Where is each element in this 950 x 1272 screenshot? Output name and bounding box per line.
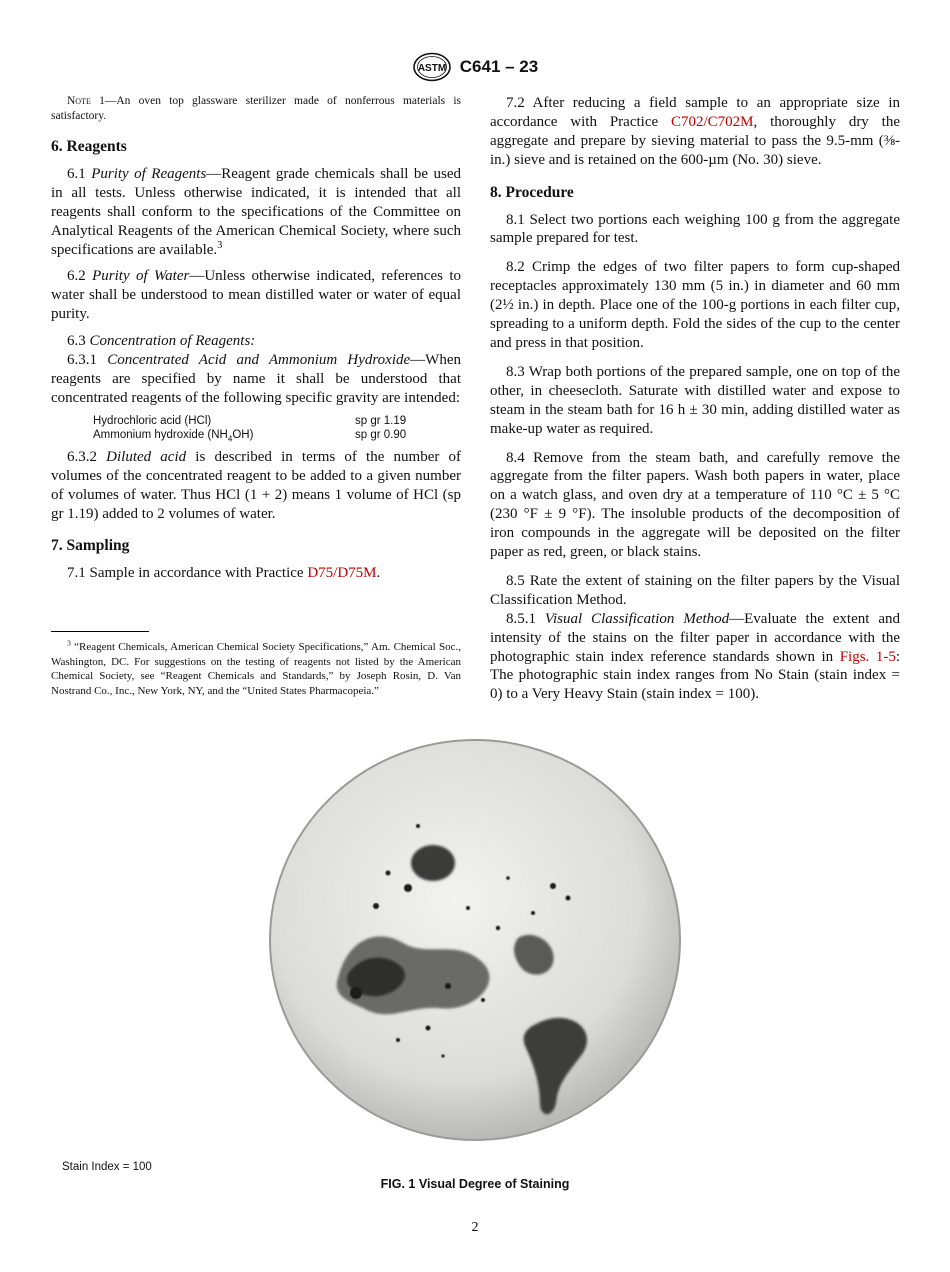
note-1-text: —An oven top glassware sterilizer made of nonferrous materials is satisfactory. bbox=[51, 95, 462, 122]
practice-c702-link[interactable]: C702/C702M bbox=[671, 113, 754, 130]
paragraph-8-5: 8.5 Rate the extent of staining on the filter papers by the Visual Classification Method. bbox=[490, 572, 900, 608]
paragraph-title: Diluted acid bbox=[106, 448, 187, 465]
paragraph-6-2 bbox=[51, 267, 461, 324]
stained-filter-paper-image bbox=[268, 738, 682, 1142]
section-7-heading: 7. Sampling bbox=[51, 537, 130, 555]
paragraph-7-1 bbox=[51, 564, 461, 583]
note-1-label: Note 1 bbox=[67, 95, 105, 107]
paragraph-6-1 bbox=[51, 165, 461, 260]
paragraph-8-1: 8.1 Select two portions each weighing 100 g from the aggregate sample prepared for test. bbox=[490, 211, 900, 247]
paragraph-7-2 bbox=[490, 94, 900, 170]
footnote-number: 3 bbox=[67, 638, 71, 648]
designation: C641 – 23 bbox=[459, 57, 539, 76]
paragraph-6-3-1 bbox=[51, 351, 461, 408]
paragraph-6-3 bbox=[51, 332, 461, 351]
paragraph-text: —When reagents are specified by name it shall be understood that concentrated reagents of the following specific gravity are intended: bbox=[51, 352, 461, 406]
footnote-text: “Reagent Chemicals, American Chemical Society Specifications,” Am. Chemical Soc., Washington, DC. For suggestions on the testing of reagents not listed by the American Chemical Society, see “Reagent Chemicals and Standards,” by Joseph Rosin, D. Van Nostrand Co., Inc., New York, NY, and the “United States Pharmacopeia.” bbox=[51, 641, 461, 697]
paragraph-title: Purity of Reagents bbox=[91, 165, 207, 182]
table-row bbox=[93, 428, 425, 442]
paragraph-text: : The photographic stain index ranges from No Stain (stain index = 0) to a Very Heavy Stain (stain index = 100). bbox=[490, 648, 900, 703]
reagent-gravity: sp gr 0.90 bbox=[355, 428, 407, 441]
paragraph-8-4: 8.4 Remove from the steam bath, and carefully remove the aggregate from the filter papers. Wash both papers in water, place on a watch glass, and oven dry at a temperature of 110 °C ± 5 °C (230 °F ± 9 °F). The insoluble products of the decomposition of iron compounds in the aggregate will be deposited on the filter paper as red, green, or black stains. bbox=[490, 449, 900, 561]
reagents-table bbox=[93, 414, 425, 442]
paragraph-text: —Unless otherwise indicated, references to water shall be understood to mean distilled water or water of equal purity. bbox=[51, 268, 462, 323]
paragraph-title: Purity of Water bbox=[92, 268, 190, 285]
page-header bbox=[0, 52, 950, 86]
note-1 bbox=[51, 94, 461, 124]
paragraph-8-3: 8.3 Wrap both portions of the prepared sample, one on top of the other, in cheesecloth. Saturate with distilled water and expose to steam in the steam bath for 16 h ± 30 min, adding distilled water as make-up water as required. bbox=[490, 363, 900, 437]
footnote-3 bbox=[51, 640, 461, 698]
paragraph-number: 8.5.1 bbox=[506, 610, 536, 627]
paragraph-8-5-1 bbox=[490, 610, 900, 705]
reagent-name bbox=[93, 428, 355, 442]
paragraph-number: 6.2 bbox=[67, 268, 86, 285]
footnote-divider bbox=[51, 631, 149, 632]
section-6-heading: 6. Reagents bbox=[51, 138, 127, 155]
paragraph-number: 6.3.2 bbox=[67, 448, 97, 465]
paragraph-number: 6.3 bbox=[67, 333, 86, 350]
table-row bbox=[93, 414, 425, 428]
astm-logo-icon bbox=[412, 52, 452, 82]
paragraph-text: . bbox=[376, 565, 381, 582]
paragraph-text: , thoroughly dry the aggregate and prepare by sieving material to pass the 9.5-mm (⅜-in.) sieve and is retained on the 600-µm (No. 30) sieve. bbox=[490, 113, 900, 168]
figs-1-5-link[interactable]: Figs. 1-5 bbox=[839, 648, 896, 665]
reagent-name-subscript: 4 bbox=[227, 434, 233, 444]
section-8-heading: 8. Procedure bbox=[490, 183, 574, 201]
right-column bbox=[490, 94, 900, 704]
footnote-ref[interactable]: 3 bbox=[217, 239, 223, 251]
paragraph-title: Concentration of Reagents: bbox=[89, 333, 256, 350]
logo-text: ASTM bbox=[417, 63, 446, 74]
reagent-name-part: Ammonium hydroxide (NH bbox=[93, 428, 228, 441]
left-column bbox=[51, 94, 461, 583]
paragraph-8-2: 8.2 Crimp the edges of two filter papers to form cup-shaped receptacles approximately 130 mm (5 in.) in diameter and 60 mm (2½ in.) in depth. Place one of the 100-g portions in each filter cup, spreading to a uniform depth. Fold the sides of the cup to the center and press in that position. bbox=[490, 259, 900, 351]
paragraph-text: is described in terms of the number of volumes of the concentrated reagent to be added to a given number of volumes of water. Thus HCl (1 + 2) means 1 volume of HCl (sp gr 1.19) added to 2 volumes of water. bbox=[51, 448, 461, 522]
paragraph-number: 6.1 bbox=[67, 165, 86, 182]
paragraph-title: Concentrated Acid and Ammonium Hydroxide bbox=[107, 352, 411, 369]
reagent-name-part: OH) bbox=[232, 428, 254, 441]
paragraph-text: 7.2 After reducing a field sample to an appropriate size in accordance with Practice bbox=[490, 95, 900, 130]
paragraph-text: —Evaluate the extent and intensity of the stains on the filter paper in accordance with the photographic stain index reference standards shown in bbox=[490, 610, 900, 665]
paragraph-text: 7.1 Sample in accordance with Practice bbox=[67, 565, 308, 582]
page-number: 2 bbox=[471, 1220, 479, 1235]
paragraph-6-3-2 bbox=[51, 448, 461, 524]
reagent-name: Hydrochloric acid (HCl) bbox=[93, 414, 212, 427]
paragraph-title: Visual Classification Method bbox=[544, 610, 730, 627]
figure-caption: FIG. 1 Visual Degree of Staining bbox=[380, 1177, 570, 1191]
paragraph-text: —Reagent grade chemicals shall be used in all tests. Unless otherwise indicated, it is intended that all reagents shall conform to the specifications of the Committee on Analytical Reagents of the American Chemical Society, where such specifications are available. bbox=[51, 165, 461, 258]
stain-index-label: Stain Index = 100 bbox=[62, 1161, 152, 1173]
practice-d75-link[interactable]: D75/D75M bbox=[307, 565, 377, 582]
paragraph-number: 6.3.1 bbox=[67, 352, 97, 369]
reagent-gravity: sp gr 1.19 bbox=[355, 414, 407, 427]
